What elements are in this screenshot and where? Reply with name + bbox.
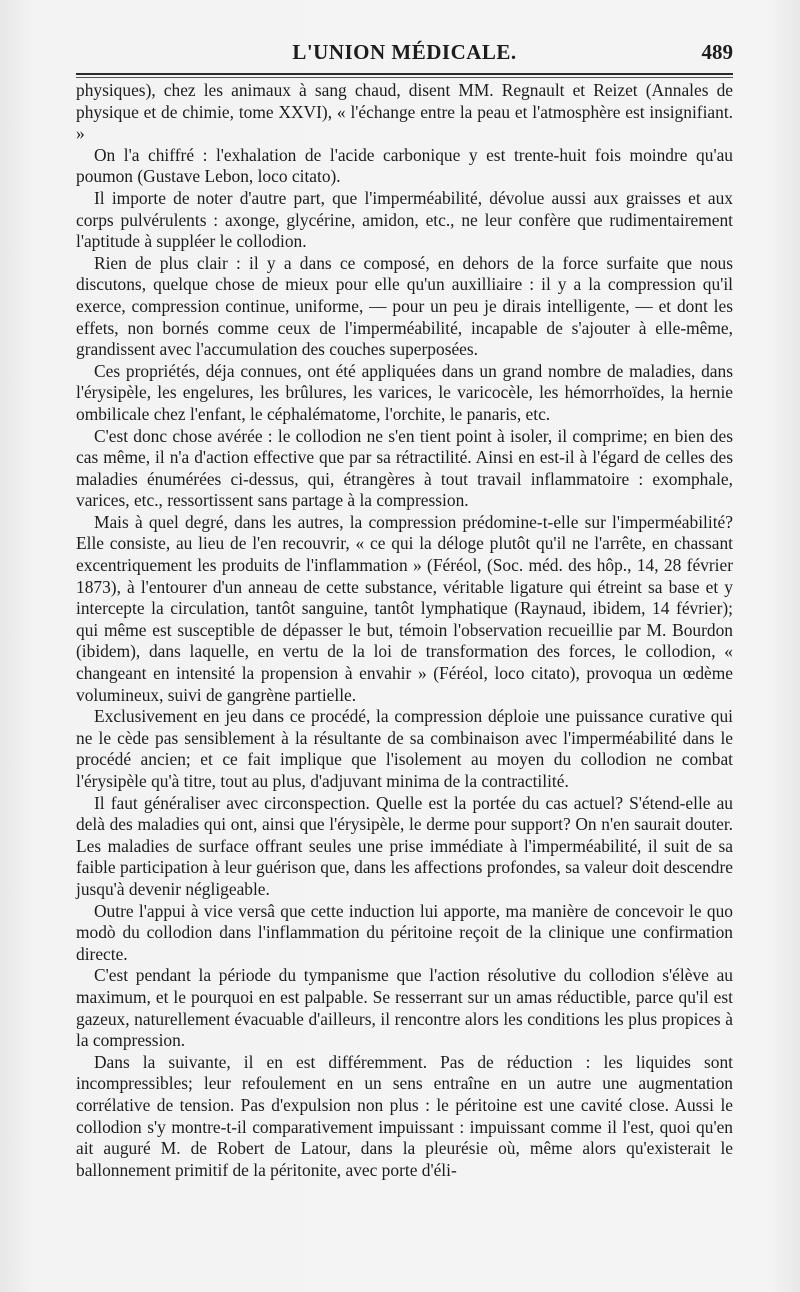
paragraph: Mais à quel degré, dans les autres, la compression prédomine-t-elle sur l'imperméabilité? Elle consiste, au lieu de l'en recouvrir, « ce qui la déloge plutôt qu'il ne l'arrête, en chassant excentriquement les produits de l'inflammation » (Féréol, (Soc. méd. des hôp., 14, 28 février 1873), à l'entourer d'un anneau de cette substance, véritable ligature qui étreint sa base et y intercepte la circulation, tantôt sanguine, tantôt lymphatique (Raynaud, ibidem, 14 février); qui même est susceptible de dépasser le but, témoin l'observation recueillie par M. Bourdon (ibidem), dans laquelle, en vertu de la loi de transformation des forces, le collodion, « changeant en intensité la propension à envahir » (Féréol, loco citato), provoqua un œdème volumineux, suivi de gangrène partielle. — [76, 511, 733, 705]
header-rule-thin — [76, 77, 733, 78]
paragraph: Il importe de noter d'autre part, que l'imperméabilité, dévolue aussi aux graisses et aux corps pulvérulents : axonge, glycérine, amidon, etc., ne leur confère que rudimentairement l'aptitude à suppléer le collodion. — [76, 187, 733, 252]
page-number: 489 — [701, 40, 733, 64]
paragraph: physiques), chez les animaux à sang chaud, disent MM. Regnault et Reizet (Annales de physique et de chimie, tome XXVI), « l'échange entre la peau et l'atmosphère est insignifiant. » — [76, 80, 733, 144]
paragraph: Rien de plus clair : il y a dans ce composé, en dehors de la force surfaite que nous discutons, quelque chose de mieux pour elle qu'un auxilliaire : il y a la compression qu'il exerce, compression continue, uniforme, — pour un peu je dirais intelligente, — et dont les effets, non bornés comme ceux de l'imperméabilité, incapable de s'ajouter à elle-même, grandissent avec l'accumulation des couches superposées. — [76, 252, 733, 360]
header-rule — [76, 73, 733, 75]
paragraph: Dans la suivante, il en est différemment. Pas de réduction : les liquides sont incompressibles; leur refoulement en un sens entraîne en un autre une augmentation corrélative de tension. Pas d'expulsion non plus : le péritoine est une cavité close. Aussi le collodion s'y montre-t-il comparativement impuissant : impuissant comme il l'est, quoi qu'en ait auguré M. de Robert de Latour, dans la pleurésie où, même alors qu'existerait le ballonnement primitif de la péritonite, avec porte d'éli- — [76, 1051, 733, 1180]
paragraph: Ces propriétés, déja connues, ont été appliquées dans un grand nombre de maladies, dans l'érysipèle, les engelures, les brûlures, les varices, le varicocèle, les hémorrhoïdes, la hernie ombilicale chez l'enfant, le céphalématome, l'orchite, le panaris, etc. — [76, 360, 733, 424]
paragraph: C'est pendant la période du tympanisme que l'action résolutive du collodion s'élève au maximum, et le pourquoi en est palpable. Se resserrant sur un amas réductible, parce qu'il est gazeux, naturellement évacuable d'ailleurs, il rencontre alors les conditions les plus propices à la compression. — [76, 965, 733, 1051]
article-body — [76, 80, 733, 1181]
paragraph: C'est donc chose avérée : le collodion ne s'en tient point à isoler, il comprime; en bien des cas même, il n'a d'action effective que par sa rétractilité. Ainsi en est-il à l'égard de celles des maladies énumérées ci-dessus, qui, étrangères à tout travail inflammatoire : exomphale, varices, etc., ressortissent sans partage à la compression. — [76, 425, 733, 511]
paragraph: On l'a chiffré : l'exhalation de l'acide carbonique y est trente-huit fois moindre qu'au poumon (Gustave Lebon, loco citato). — [76, 144, 733, 187]
journal-title: L'UNION MÉDICALE. — [292, 40, 517, 64]
paragraph: Exclusivement en jeu dans ce procédé, la compression déploie une puissance curative qui ne le cède pas sensiblement à la résultante de sa combinaison avec l'imperméabilité dans le procédé ancien; et ce fait implique que l'isolement au moyen du collodion ne combat l'érysipèle qu'à titre, tout au plus, d'adjuvant minima de la contractilité. — [76, 706, 733, 791]
running-header — [76, 34, 733, 74]
paragraph: Il faut généraliser avec circonspection. Quelle est la portée du cas actuel? S'étend-elle au delà des maladies qui ont, ainsi que l'érysipèle, le derme pour support? On n'en saurait douter. Les maladies de surface offrant seules une prise immédiate à l'imperméabilité, il suit de sa faible participation à leur guérison que, dans les affections profondes, sa valeur doit descendre jusqu'à devenir négligeable. — [76, 792, 733, 899]
paragraph: Outre l'appui à vice versâ que cette induction lui apporte, ma manière de concevoir le quo modò du collodion dans l'inflammation du péritoine reçoit de la clinique une confirmation directe. — [76, 900, 733, 964]
